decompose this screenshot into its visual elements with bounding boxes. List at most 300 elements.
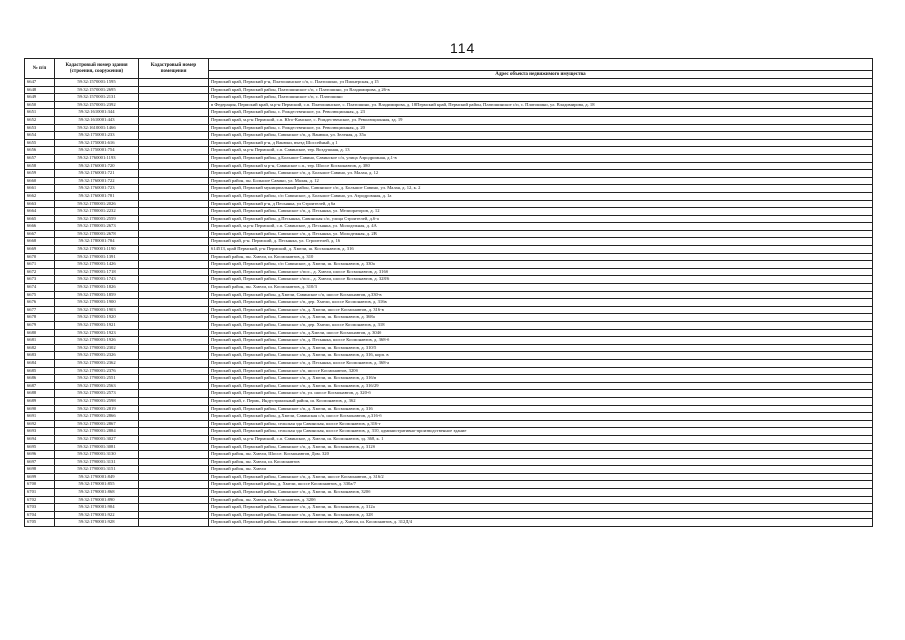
cadastral-number: 59:32:1790001:2573	[55, 390, 139, 398]
table-row	[25, 314, 873, 322]
page-number: 114	[450, 40, 476, 56]
room-number	[139, 504, 209, 512]
object-address: Пермский край, Пермский район, Савинское с/п, д. Хмели, ш. Космонавтов, д. 328	[209, 511, 873, 519]
row-number: 6684	[25, 359, 55, 367]
room-number	[139, 337, 209, 345]
row-number: 6675	[25, 291, 55, 299]
room-number	[139, 496, 209, 504]
table-row	[25, 329, 873, 337]
table-row	[25, 337, 873, 345]
table-row	[25, 185, 873, 193]
cadastral-number: 59:32:1790001:1391	[55, 253, 139, 261]
room-number	[139, 375, 209, 383]
object-address: в Федерация, Пермский край, м.р-н Пермский, с.п. Платошинское, с. Платошино, ул. Владимирова, д. 18Пермский край, Пермский район, Платошинское с/п, с. Платошино, ул. Владимирова, д. 18	[209, 101, 873, 109]
room-number	[139, 101, 209, 109]
row-number: 6671	[25, 261, 55, 269]
room-number	[139, 246, 209, 254]
cadastral-number: 59:32:1780001:784	[55, 238, 139, 246]
cadastral-number: 59:32:1790001:2563	[55, 382, 139, 390]
room-number	[139, 253, 209, 261]
object-address: Пермский край, м.р-н Пермский, с.п. Савинское, д. Песьянка, ул. Молодежная, д. 4А	[209, 223, 873, 231]
table-row	[25, 466, 873, 474]
room-number	[139, 489, 209, 497]
row-number: 6652	[25, 116, 55, 124]
table-row	[25, 79, 873, 87]
table-row	[25, 230, 873, 238]
object-address: Пермский край, Пермский район, Савинское с/п, д. Хмели, шоссе Космонавтов, д. 316/2	[209, 473, 873, 481]
table-row	[25, 481, 873, 489]
room-number	[139, 519, 209, 527]
row-number: 6661	[25, 185, 55, 193]
row-number: 6702	[25, 496, 55, 504]
row-number: 6693	[25, 428, 55, 436]
cadastral-number: 59:32:1790001:849	[55, 473, 139, 481]
room-number	[139, 306, 209, 314]
table-row	[25, 124, 873, 132]
room-number	[139, 352, 209, 360]
room-number	[139, 397, 209, 405]
object-address: Пермский край, Пермский район, Платошинское с/п, с Платошино, ул Владимирова, д 26-в	[209, 86, 873, 94]
row-number: 6701	[25, 489, 55, 497]
cadastral-number: 59:32:1790001:2884	[55, 428, 139, 436]
table-row	[25, 322, 873, 330]
row-number: 6690	[25, 405, 55, 413]
cadastral-number: 59:32:1780001:2026	[55, 200, 139, 208]
object-address: Пермский край, Пермский район, д.Хмели, Савинское с/п, шоссе Космонавтов, д.330-в	[209, 291, 873, 299]
cadastral-number: 59:32:1790001:2819	[55, 405, 139, 413]
object-address: Пермский край, Пермский район, сельская зда Савинская, шоссе Космонавтов, д.316-г	[209, 420, 873, 428]
room-number	[139, 359, 209, 367]
room-number	[139, 147, 209, 155]
object-address: Пермский район, пн. Большое Савино, ул. Малая, д. 12	[209, 177, 873, 185]
cadastral-number: 59:32:1610001:1466	[55, 124, 139, 132]
table-row	[25, 253, 873, 261]
table-row	[25, 375, 873, 383]
object-address: Пермский край, Пермский район, Савинское с/п, д.Хмели, шоссе Космонавтов, д. 304б	[209, 329, 873, 337]
cadastral-number: 59:32:1570001:1595	[55, 79, 139, 87]
row-number: 6662	[25, 192, 55, 200]
object-address: Пермский край, Пермский район, д.Хмели, Савинская с/п, шоссе Космонавтов, д.316-б	[209, 413, 873, 421]
property-table	[24, 58, 873, 527]
object-address: Пермский край, Пермский район, Савинское с/п, д. Хмели, ш. Космонавтов, д. 312а	[209, 504, 873, 512]
cadastral-number: 59:32:1790001:1903	[55, 306, 139, 314]
table-row	[25, 306, 873, 314]
row-number: 6660	[25, 177, 55, 185]
object-address: Пермский край, Пермский м р-н, Савинское с.п., тер. Шоссе Космонавтов, д. 380	[209, 162, 873, 170]
cadastral-number: 59:32:1790001:1859	[55, 291, 139, 299]
cadastral-number: 59:32:1790001:1921	[55, 322, 139, 330]
object-address: Пермский край, Пермский район, д.Большое Савино, Савинское с/п, улица Аэродромная, д.1-в	[209, 154, 873, 162]
room-number	[139, 223, 209, 231]
room-number	[139, 458, 209, 466]
room-number	[139, 86, 209, 94]
table-row	[25, 238, 873, 246]
room-number	[139, 170, 209, 178]
object-address: Пермский край, м.р-н Пермский, с.п. Савинское, тер. Воздушная, д. 13	[209, 147, 873, 155]
object-address: Пермский край, Пермский район, Савинское с/п, д. Хмели, ш. Космонавтов, д. 316/29	[209, 382, 873, 390]
row-number: 6705	[25, 519, 55, 527]
table-row	[25, 382, 873, 390]
row-number: 6696	[25, 451, 55, 459]
row-number: 6670	[25, 253, 55, 261]
object-address: Пермский край, Пермский район, с. Рождественское, ул. Революционная, д. 23	[209, 109, 873, 117]
object-address: Пермский край, Пермский район, Савинское с/п, д. Хмели, ш. Космонавтов, д. 312б	[209, 443, 873, 451]
table-row	[25, 443, 873, 451]
cadastral-number: 59:32:1760001:722	[55, 177, 139, 185]
cadastral-number: 59:32:1790001:1743	[55, 276, 139, 284]
table-row	[25, 215, 873, 223]
row-number: 6647	[25, 79, 55, 87]
room-number	[139, 322, 209, 330]
table-row	[25, 139, 873, 147]
room-number	[139, 284, 209, 292]
row-number: 6703	[25, 504, 55, 512]
object-address: Пермский край, Пермский район, Платошинское с/п, с. Платошино	[209, 94, 873, 102]
room-number	[139, 200, 209, 208]
object-address: Пермский край, Пермский район, Савинское с/п, д. Хмели, ш. Космонавтов, 320б	[209, 489, 873, 497]
object-address: Пермский район, пн. Хмели	[209, 466, 873, 474]
cadastral-number: 59:32:1790001:3081	[55, 443, 139, 451]
table-row	[25, 496, 873, 504]
object-address: Пермский край, Пермский район, Савинское с/п, дер. Хмели, шоссе Космонавтов, д. 318	[209, 322, 873, 330]
table-row	[25, 511, 873, 519]
cadastral-number: 59:32:1760001:720	[55, 162, 139, 170]
row-number: 6683	[25, 352, 55, 360]
row-number: 6676	[25, 299, 55, 307]
room-number	[139, 116, 209, 124]
table-row	[25, 299, 873, 307]
table-row	[25, 489, 873, 497]
row-number: 6664	[25, 208, 55, 216]
row-number: 6653	[25, 124, 55, 132]
room-number	[139, 314, 209, 322]
table-row	[25, 344, 873, 352]
row-number: 6681	[25, 337, 55, 345]
table-row	[25, 276, 873, 284]
room-number	[139, 261, 209, 269]
room-number	[139, 238, 209, 246]
table-row	[25, 405, 873, 413]
object-address: Пермский край, Пермский район, Савинское с/п, д. Песьянка, ул. Молодежная, д. 2В	[209, 230, 873, 238]
cadastral-number: 59:32:1570001:2131	[55, 94, 139, 102]
room-number	[139, 208, 209, 216]
object-address: Пермский край, Пермский район, Савинское с/п, д. Ванюки, ул. Зеленая, д. 35а	[209, 132, 873, 140]
object-address: Пермский край, Пермский район, Савинское с/п, д. Хмели, ш. Космонавтов, д. 368а	[209, 314, 873, 322]
row-number: 6678	[25, 314, 55, 322]
room-number	[139, 185, 209, 193]
object-address: Пермский край, Пермский муниципальный район, Савинское с/п, д. Большое Савино, ул. Малая, д. 12, к. 2	[209, 185, 873, 193]
cadastral-number: 59:32:1760001:1193	[55, 154, 139, 162]
object-address: Пермский край, Пермский район, с/п Савинское, д. Хмели, ш. Космонавтов, д. 330а	[209, 261, 873, 269]
table-row	[25, 519, 873, 527]
object-address: Пермский край, м.р-н Пермский, с.п. Юго-Камское, с. Рождественское, ул. Революционная, зд. 19	[209, 116, 873, 124]
row-number: 6650	[25, 101, 55, 109]
header-address-top	[209, 59, 873, 71]
table-row	[25, 116, 873, 124]
row-number: 6672	[25, 268, 55, 276]
room-number	[139, 276, 209, 284]
table-body	[25, 79, 873, 527]
object-address: Пермский край, Пермский район, Савинское с/п, д. Хмели, ш. Космонавтов, д. 316, корп. в	[209, 352, 873, 360]
cadastral-number: 59:32:1780001:2673	[55, 223, 139, 231]
cadastral-number: 59:32:1610001:443	[55, 116, 139, 124]
row-number: 6694	[25, 435, 55, 443]
table-row	[25, 397, 873, 405]
cadastral-number: 59:32:1780001:2232	[55, 208, 139, 216]
object-address: Пермский край, г. Пермь, Индустриальный район, ш. Космонавтов, д. 362	[209, 397, 873, 405]
room-number	[139, 230, 209, 238]
row-number: 6667	[25, 230, 55, 238]
object-address: Пермский край, Пермский район, Савинское с/п, д. Хмели, ш. Космонавтов, д. 316	[209, 405, 873, 413]
cadastral-number: 59:32:1750001:233	[55, 132, 139, 140]
room-number	[139, 329, 209, 337]
cadastral-number: 59:32:1790001:3131	[55, 458, 139, 466]
room-number	[139, 451, 209, 459]
cadastral-number: 59:32:1610001:344	[55, 109, 139, 117]
cadastral-number: 59:32:1790001:3151	[55, 466, 139, 474]
cadastral-number: 59:32:1570001:2392	[55, 101, 139, 109]
object-address: Пермский край, Пермский район, д.Песьянка, Савинская с/п, улица Строителей, д.6-а	[209, 215, 873, 223]
cadastral-number: 59:32:1790001:1926	[55, 337, 139, 345]
cadastral-number: 59:32:1790001:1900	[55, 299, 139, 307]
cadastral-number: 59:32:1790001:2551	[55, 375, 139, 383]
row-number: 6657	[25, 154, 55, 162]
row-number: 6655	[25, 139, 55, 147]
table-row	[25, 473, 873, 481]
cadastral-number: 59:32:1760001:723	[55, 185, 139, 193]
cadastral-number: 59:32:1790001:2326	[55, 352, 139, 360]
table-row	[25, 154, 873, 162]
table-row	[25, 200, 873, 208]
table-row	[25, 246, 873, 254]
room-number	[139, 466, 209, 474]
table-row	[25, 109, 873, 117]
row-number: 6677	[25, 306, 55, 314]
row-number: 6697	[25, 458, 55, 466]
object-address: Пермский район, пн. Хмели, ш. Космонавтов, д. 310/3	[209, 284, 873, 292]
row-number: 6666	[25, 223, 55, 231]
object-address: Пермский край, Пермский район, Савинское с/п, д. Песьянка, шоссе Космонавтов, д. 368-б	[209, 337, 873, 345]
object-address: Пермский край, Пермский р-н, д Песьянка, ул Строителей, д 6а	[209, 200, 873, 208]
row-number: 6686	[25, 375, 55, 383]
row-number: 6698	[25, 466, 55, 474]
object-address: Пермский район, пн. Хмели, ш. Космонавтов	[209, 458, 873, 466]
object-address: Пермский район, пн. Хмели, ш. Космонавтов, д. 320б	[209, 496, 873, 504]
cadastral-number: 59:32:1790001:922	[55, 511, 139, 519]
room-number	[139, 511, 209, 519]
cadastral-number: 59:32:1780001:2678	[55, 230, 139, 238]
cadastral-number: 59:32:1760001:781	[55, 192, 139, 200]
table-row	[25, 413, 873, 421]
room-number	[139, 215, 209, 223]
row-number: 6689	[25, 397, 55, 405]
room-number	[139, 413, 209, 421]
cadastral-number: 59:32:1790001:2598	[55, 397, 139, 405]
cadastral-number: 59:32:1790001:3130	[55, 451, 139, 459]
room-number	[139, 139, 209, 147]
room-number	[139, 435, 209, 443]
row-number: 6665	[25, 215, 55, 223]
cadastral-number: 59:32:1790001:2362	[55, 359, 139, 367]
object-address: Пермский край, Пермский район, Савинское с/пос., д. Хмели, шоссе Космонавтов, д. 316б	[209, 268, 873, 276]
table-row	[25, 162, 873, 170]
row-number: 6651	[25, 109, 55, 117]
object-address: Пермский край, Пермский район, Савинское с/п, д. Хмели, ш. Космонавтов, д. 310/5	[209, 344, 873, 352]
table-row	[25, 435, 873, 443]
room-number	[139, 382, 209, 390]
room-number	[139, 177, 209, 185]
table-row	[25, 420, 873, 428]
row-number: 6663	[25, 200, 55, 208]
cadastral-number: 59:32:1790001:3027	[55, 435, 139, 443]
cadastral-number: 59:32:1790001:1923	[55, 329, 139, 337]
object-address: Пермский край, Пермский район, сельская зда Савинская, шоссе Космонавтов, д. 310, административно-производственное здание	[209, 428, 873, 436]
room-number	[139, 162, 209, 170]
table-row	[25, 94, 873, 102]
table-row	[25, 504, 873, 512]
object-address: 614513, край Пермский, р-н Пермский, д. Хмели, ш. Космонавтов, д. 316	[209, 246, 873, 254]
cadastral-number: 59:32:1750001:754	[55, 147, 139, 155]
table-row	[25, 291, 873, 299]
table-row	[25, 359, 873, 367]
object-address: Пермский район, пн. Хмели, ш. Космонавтов, д. 310	[209, 253, 873, 261]
room-number	[139, 192, 209, 200]
row-number: 6680	[25, 329, 55, 337]
row-number: 6687	[25, 382, 55, 390]
row-number: 6692	[25, 420, 55, 428]
header-room: Кадастровый номер помещения	[139, 59, 209, 79]
table-row	[25, 458, 873, 466]
row-number: 6649	[25, 94, 55, 102]
room-number	[139, 268, 209, 276]
room-number	[139, 390, 209, 398]
cadastral-number: 59:32:1790001:868	[55, 489, 139, 497]
object-address: Пермский край, Пермский район, Савинское с/п, д. Хмели, шоссе Космонавтов, д. 316-в	[209, 306, 873, 314]
object-address: Пермский край, Пермский район, Савинское с/п, ул. шоссе Космонавтов, д. 320-б	[209, 390, 873, 398]
cadastral-number: 59:32:1790001:1826	[55, 284, 139, 292]
row-number: 6704	[25, 511, 55, 519]
object-address: Пермский край, Пермский район, Савинское с/п, д. Песьянка, шоссе Космонавтов, д. 368-а	[209, 359, 873, 367]
table-row	[25, 177, 873, 185]
row-number: 6669	[25, 246, 55, 254]
room-number	[139, 94, 209, 102]
room-number	[139, 367, 209, 375]
room-number	[139, 405, 209, 413]
row-number: 6658	[25, 162, 55, 170]
cadastral-number: 59:32:1760001:721	[55, 170, 139, 178]
object-address: Пермский край, Пермский район, Савинское с/п, д. Большое Савино, ул. Малая, д. 12	[209, 170, 873, 178]
row-number: 6691	[25, 413, 55, 421]
table-row	[25, 223, 873, 231]
table-row	[25, 367, 873, 375]
row-number: 6700	[25, 481, 55, 489]
room-number	[139, 109, 209, 117]
cadastral-number: 59:32:1790001:2302	[55, 344, 139, 352]
object-address: Пермский край, Пермский район, д. Хмели, шоссе Космонавтов, д. 330а/7	[209, 481, 873, 489]
table-row	[25, 192, 873, 200]
header-address: Адрес объекта недвижимого имущества	[209, 71, 873, 79]
room-number	[139, 481, 209, 489]
table-row	[25, 86, 873, 94]
table-row	[25, 284, 873, 292]
cadastral-number: 59:32:1790001:928	[55, 519, 139, 527]
object-address: Пермский край, Пермский район, Савинское сельское поселение, д. Хмели, ш. Космонавтов, д. 312Д/4	[209, 519, 873, 527]
cadastral-number: 59:32:1780001:2559	[55, 215, 139, 223]
row-number: 6682	[25, 344, 55, 352]
object-address: Пермский район, пн. Хмели, Шоссе. Космонавтов, Дом. 320	[209, 451, 873, 459]
table-row	[25, 170, 873, 178]
object-address: Пермский край, Пермский район, с. Рождественское, ул. Революционная, д. 20	[209, 124, 873, 132]
row-number: 6648	[25, 86, 55, 94]
cadastral-number: 59:32:1790001:2866	[55, 413, 139, 421]
cadastral-number: 59:32:1790001:2867	[55, 420, 139, 428]
object-address: Пермский край, р-н. Пермский, д. Песьянка, ул. Строителей, д. 16	[209, 238, 873, 246]
object-address: Пермский край, Пермский р-н, д Ванюки, въезд Шоссейный, д 1	[209, 139, 873, 147]
cadastral-number: 59:32:1790001:904	[55, 504, 139, 512]
room-number	[139, 443, 209, 451]
object-address: Пермский край, Пермский район, Савинское с/п, д. Хмели, ш. Космонавтов, д. 316/в	[209, 375, 873, 383]
table-row	[25, 268, 873, 276]
object-address: Пермский край, Пермский район, Савинское с/пос., д. Хмели, шоссе Космонавтов, д. 328/6	[209, 276, 873, 284]
object-address: Пермский край, м.р-н Пермский, с.п. Савинское, д. Хмели, ш. Космонавтов, зд. 368, к. 1	[209, 435, 873, 443]
row-number: 6659	[25, 170, 55, 178]
cadastral-number: 59:32:1790001:1426	[55, 261, 139, 269]
cadastral-number: 59:32:1790001:890	[55, 496, 139, 504]
table-row	[25, 352, 873, 360]
row-number: 6688	[25, 390, 55, 398]
cadastral-number: 59:32:1790001:1718	[55, 268, 139, 276]
cadastral-number: 59:32:1790001:855	[55, 481, 139, 489]
object-address: Пермский край, Пермский район, с/п Савинское, д. Большое Савино, ул. Аэродромная, д. 1а	[209, 192, 873, 200]
cadastral-number: 59:32:1750001:616	[55, 139, 139, 147]
row-number: 6679	[25, 322, 55, 330]
cadastral-number: 59:32:1790001:1920	[55, 314, 139, 322]
table-row	[25, 451, 873, 459]
header-cadastral: Кадастровый номер здания (строения, сооружения)	[55, 59, 139, 79]
row-number: 6674	[25, 284, 55, 292]
table-row	[25, 132, 873, 140]
room-number	[139, 291, 209, 299]
table-row	[25, 208, 873, 216]
room-number	[139, 420, 209, 428]
table-row	[25, 101, 873, 109]
table-row	[25, 261, 873, 269]
cadastral-number: 59:32:1790001:2376	[55, 367, 139, 375]
object-address: Пермский край, Пермский район, Савинское с/п, шоссе Космонавтов, 320б	[209, 367, 873, 375]
row-number: 6685	[25, 367, 55, 375]
object-address: Пермский край, Пермский р-н, Платошинское с/п, с. Платошино, ул Пионерская, д 15	[209, 79, 873, 87]
room-number	[139, 132, 209, 140]
room-number	[139, 299, 209, 307]
row-number: 6699	[25, 473, 55, 481]
table-row	[25, 390, 873, 398]
row-number: 6656	[25, 147, 55, 155]
room-number	[139, 344, 209, 352]
row-number: 6668	[25, 238, 55, 246]
table-row	[25, 428, 873, 436]
header-num: № п/п	[25, 59, 55, 79]
cadastral-number: 59:32:1790001:1190	[55, 246, 139, 254]
cadastral-number: 59:32:1570001:2695	[55, 86, 139, 94]
object-address: Пермский край, Пермский район, Савинское с/п, д. Песьянка, ул. Мелиораторов, д. 12	[209, 208, 873, 216]
object-address: Пермский край, Пермский район, Савинское с/п, дер. Хмели, шоссе Космонавтов, д. 316в	[209, 299, 873, 307]
row-number: 6654	[25, 132, 55, 140]
table-row	[25, 147, 873, 155]
room-number	[139, 154, 209, 162]
room-number	[139, 124, 209, 132]
room-number	[139, 428, 209, 436]
room-number	[139, 473, 209, 481]
